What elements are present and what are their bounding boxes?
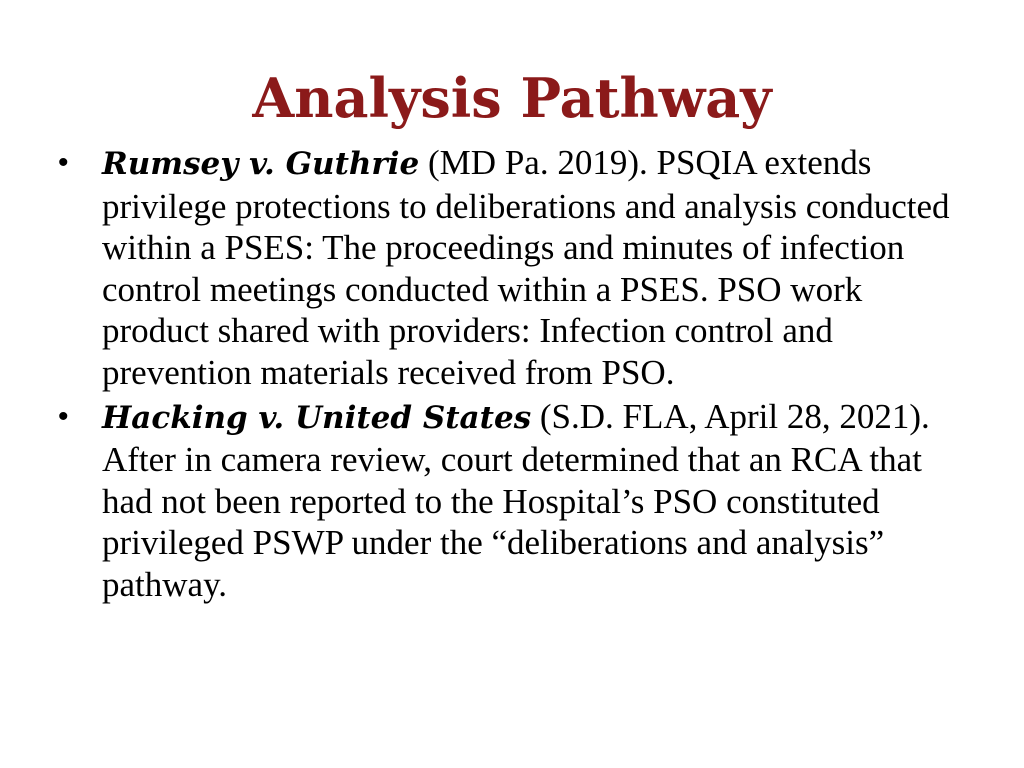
case-name: Rumsey v. Guthrie: [102, 146, 420, 182]
slide-title: Analysis Pathway: [252, 66, 772, 130]
bullet-item-rumsey: [58, 142, 958, 394]
bullet-text: (S.D. FLA, April 28, 2021). After in camera review, court determined that an RCA that had not been reported to the Hospital’s PSO constituted privileged PSWP under the “deliberations and analysis” pathway.: [102, 396, 930, 604]
bullet-item-hacking: [58, 396, 958, 606]
bullet-list: [58, 142, 958, 608]
case-name: Hacking v. United States: [102, 399, 532, 436]
bullet-text: (MD Pa. 2019). PSQIA extends privilege protections to deliberations and analysis conducted within a PSES: The proceedings and minutes of infection control meetings conducted within a PSES. PSO work product shared with providers: Infection control and prevention materials received from PSO.: [102, 143, 950, 392]
bullet-icon: •: [58, 399, 69, 433]
bullet-icon: •: [58, 146, 69, 179]
